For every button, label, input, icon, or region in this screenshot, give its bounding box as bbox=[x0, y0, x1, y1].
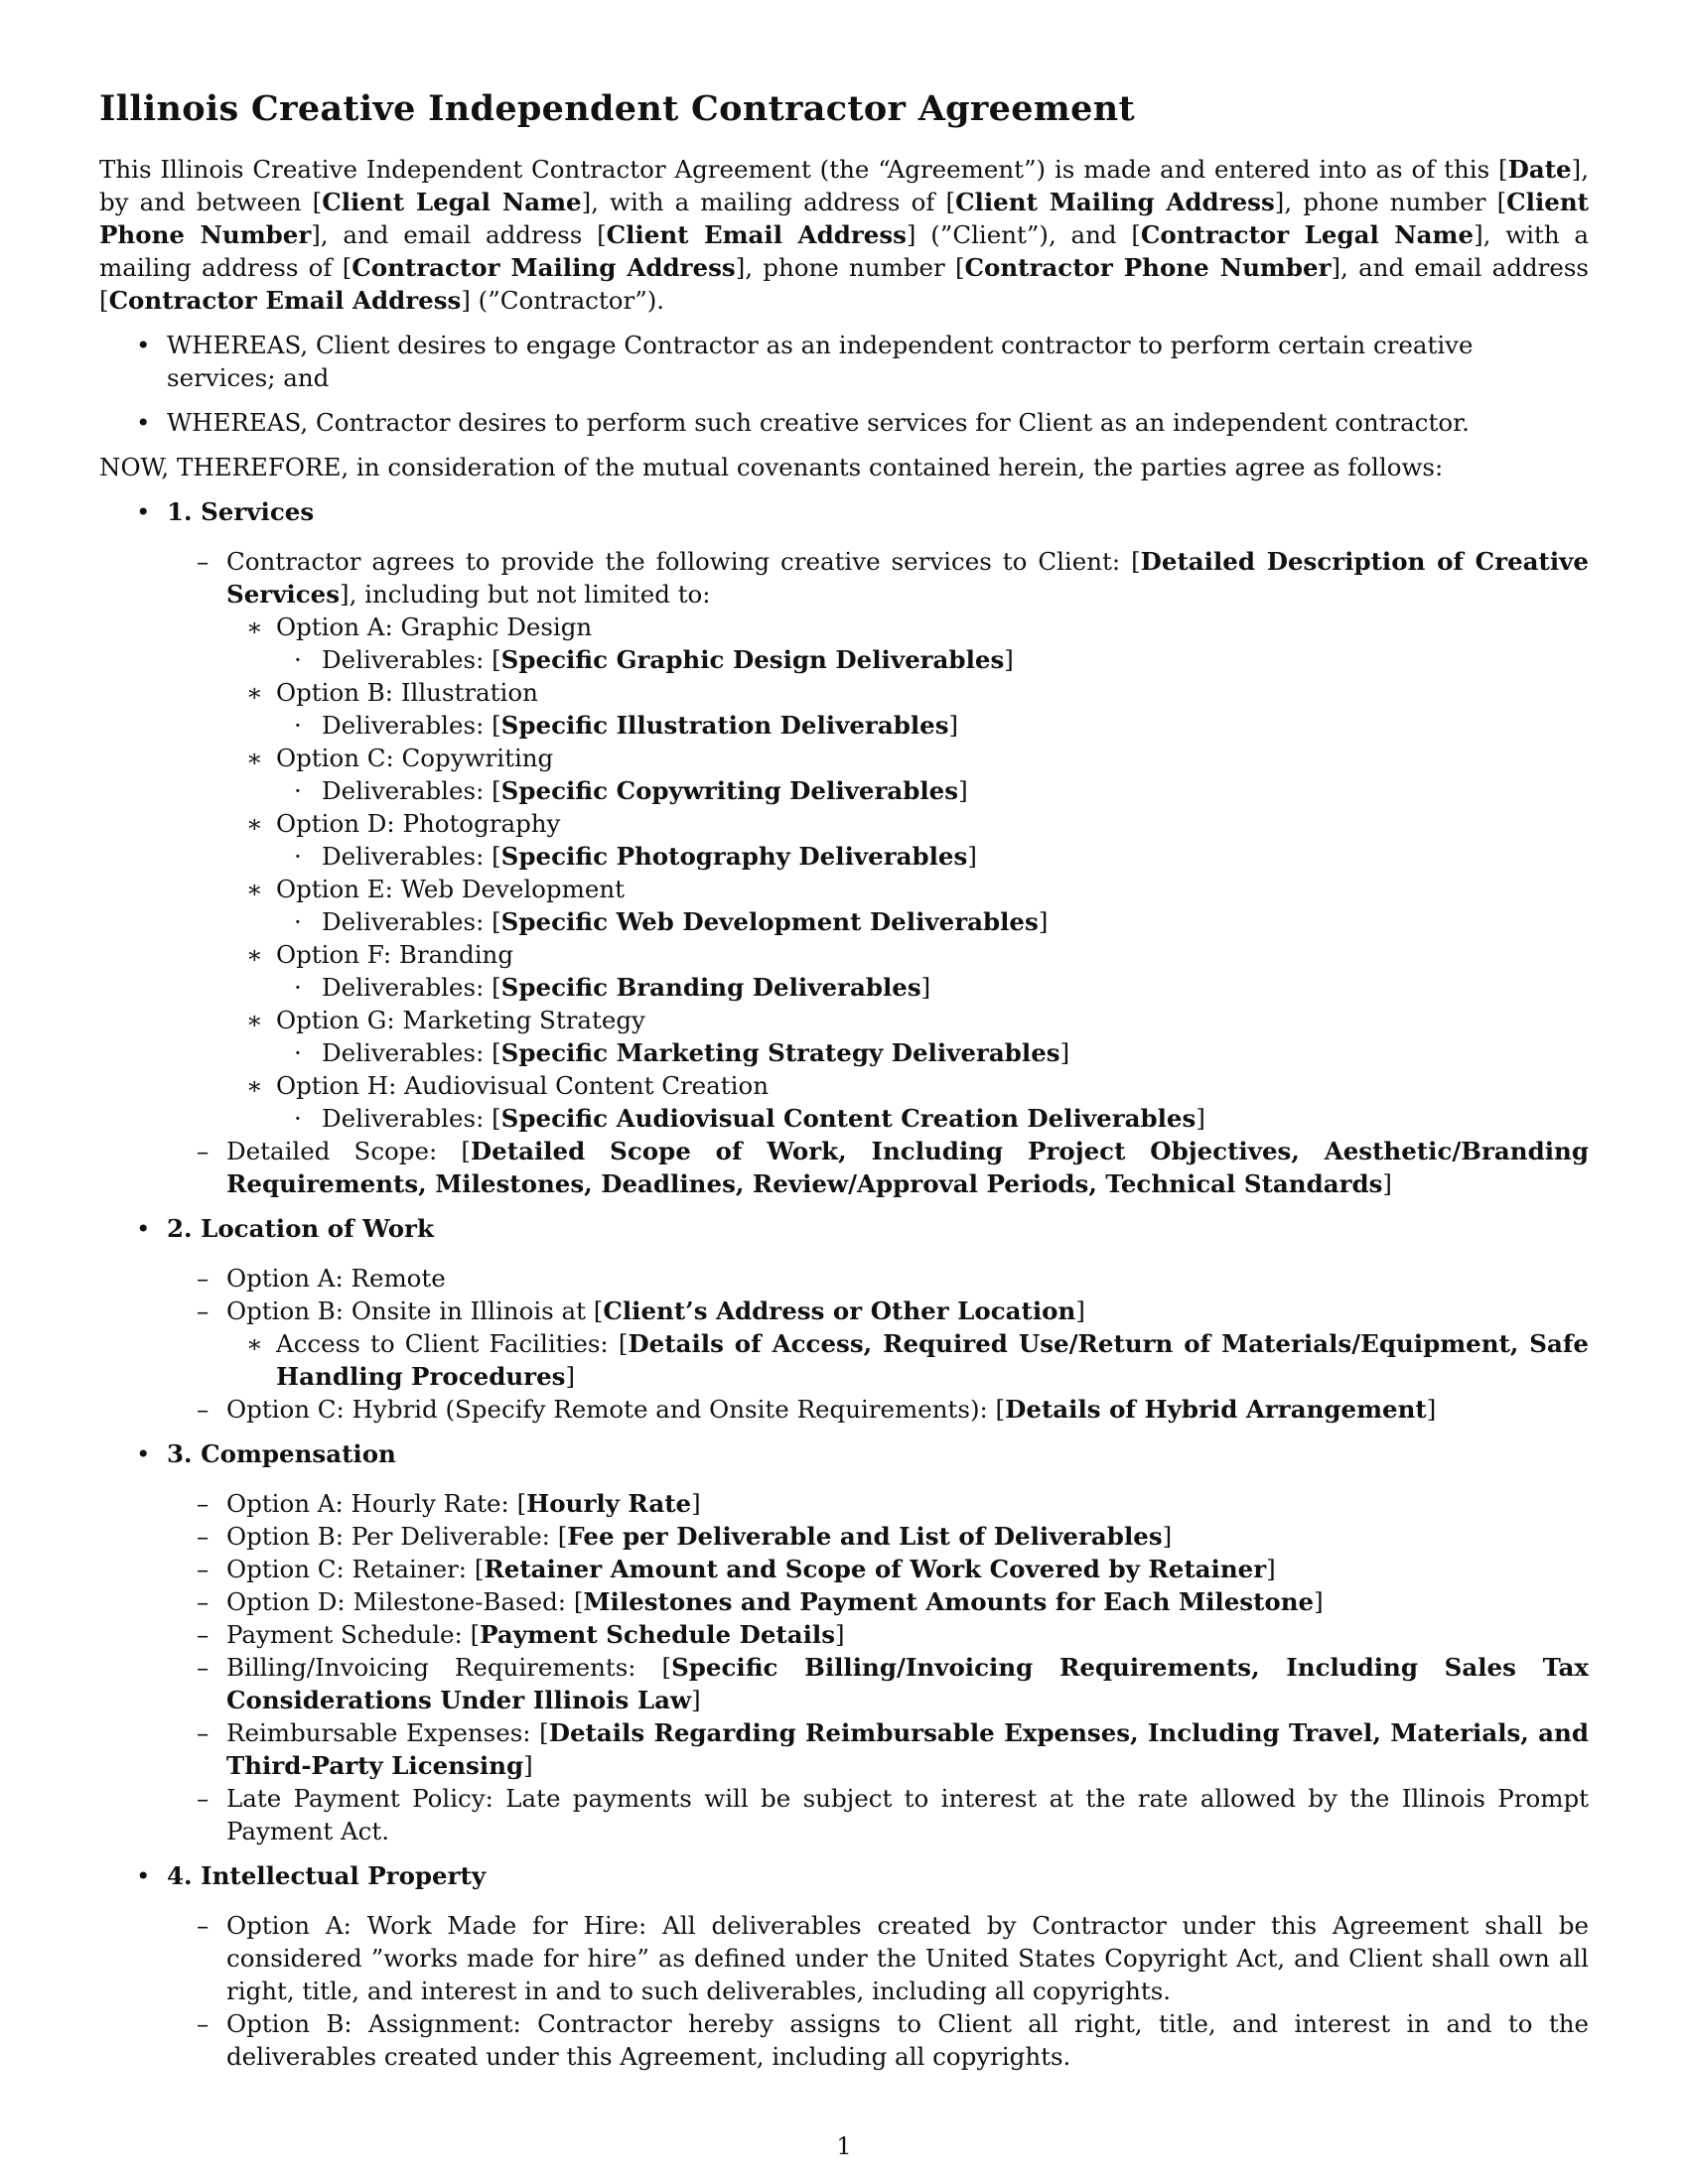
location-option-remote: – Option A: Remote bbox=[167, 1262, 1589, 1295]
service-option: ∗ Option E: Web Development · Deliverables: [Specific Web Development Deliverables] bbox=[226, 873, 1589, 938]
section-title: • 4. Intellectual Property bbox=[167, 1861, 487, 1890]
compensation-list bbox=[167, 1487, 1589, 1847]
compensation-item: – Billing/Invoicing Requirements: [Specific Billing/Invoicing Requirements, Including Sales Tax Considerations Under Illinois Law] bbox=[167, 1651, 1589, 1716]
now-therefore-clause: NOW, THEREFORE, in consideration of the mutual covenants contained herein, the parties agree as follows: bbox=[99, 453, 1444, 481]
compensation-item: – Option A: Hourly Rate: [Hourly Rate] bbox=[167, 1487, 1589, 1520]
section-title: • 1. Services bbox=[167, 497, 315, 526]
late-payment-policy: – Late Payment Policy: Late payments will be subject to interest at the rate allowed by the Illinois Prompt Payment Act. bbox=[167, 1782, 1589, 1847]
intro-paragraph: This Illinois Creative Independent Contractor Agreement (the “Agreement”) is made and entered into as of this [Date], by and between [Client Legal Name], with a mailing address of [Client Mailing Address], phone number [Client Phone Number], and email address [Client Email Address] (”Client”), and [Contractor Legal Name], with a mailing address of [Contractor Mailing Address], phone number [Contractor Phone Number], and email address [Contractor Email Address] (”Contractor”). bbox=[99, 155, 1589, 315]
section-intellectual-property bbox=[99, 1859, 1589, 2073]
service-deliverables: · Deliverables: [Specific Graphic Design Deliverables] bbox=[276, 643, 1589, 676]
page-title: Illinois Creative Independent Contractor Agreement bbox=[99, 88, 1135, 129]
ip-option-assignment: – Option B: Assignment: Contractor hereby assigns to Client all right, title, and interest in and to the deliverables created under this Agreement, including all copyrights. bbox=[167, 2007, 1589, 2073]
section-title: • 3. Compensation bbox=[167, 1439, 396, 1468]
service-deliverables: · Deliverables: [Specific Photography Deliverables] bbox=[276, 840, 1589, 873]
service-option: ∗ Option A: Graphic Design · Deliverables: [Specific Graphic Design Deliverables] bbox=[226, 611, 1589, 676]
section-title: • 2. Location of Work bbox=[167, 1214, 434, 1243]
service-deliverables: · Deliverables: [Specific Web Development Deliverables] bbox=[276, 905, 1589, 938]
whereas-clause: • WHEREAS, Client desires to engage Contractor as an independent contractor to perform certain creative services; and bbox=[99, 329, 1589, 394]
service-option: ∗ Option D: Photography · Deliverables: [Specific Photography Deliverables] bbox=[226, 807, 1589, 873]
service-deliverables: · Deliverables: [Specific Illustration Deliverables] bbox=[276, 709, 1589, 742]
service-deliverables: · Deliverables: [Specific Copywriting Deliverables] bbox=[276, 774, 1589, 807]
page-number: 1 bbox=[836, 2132, 852, 2160]
section-location bbox=[99, 1212, 1589, 1426]
services-description: – Contractor agrees to provide the following creative services to Client: [Detailed Description of Creative Services], including but not limited to: ∗ Option A: Graphic Design · Deliverables: [Specific Graphic Design Deliverables] ∗ Option B: Illustration · Deliverables: [Specific Illustration Deliverables] ∗ Option C: Copywriting · Deliverables: [Specific Copywriting Deliverables] ∗ Option D: Photography · Deliverables: [Specific Photography Deliverables] ∗ Option E: Web Development · Deliverables: [Specific Web Development Deliverables] ∗ Option F: Branding · Deliverables: [Specific Branding Deliverables] ∗ Option G: Marketing Strategy · Deliverables: [Specific Marketing Strategy Deliverables] ∗ Option H: Audiovisual Content Creation · Deliverables: [Specific Audiovisual Content Creation Deliverables] bbox=[167, 545, 1589, 1135]
service-option: ∗ Option G: Marketing Strategy · Deliverables: [Specific Marketing Strategy Deliverables] bbox=[226, 1004, 1589, 1069]
service-option: ∗ Option F: Branding · Deliverables: [Specific Branding Deliverables] bbox=[226, 938, 1589, 1004]
ip-option-work-for-hire: – Option A: Work Made for Hire: All deliverables created by Contractor under this Agreement shall be considered ”works made for hire” as defined under the United States Copyright Act, and Client shall own all right, title, and interest in and to such deliverables, including all copyrights. bbox=[167, 1909, 1589, 2007]
sections-list bbox=[99, 495, 1589, 2073]
location-option-hybrid: – Option C: Hybrid (Specify Remote and Onsite Requirements): [Details of Hybrid Arrangement] bbox=[167, 1393, 1589, 1426]
compensation-item: – Payment Schedule: [Payment Schedule Details] bbox=[167, 1618, 1589, 1651]
detailed-scope: – Detailed Scope: [Detailed Scope of Work, Including Project Objectives, Aesthetic/Branding Requirements, Milestones, Deadlines, Review/Approval Periods, Technical Standards] bbox=[167, 1135, 1589, 1200]
service-options-list bbox=[226, 611, 1589, 1135]
service-deliverables: · Deliverables: [Specific Audiovisual Content Creation Deliverables] bbox=[276, 1102, 1589, 1135]
location-option-onsite: – Option B: Onsite in Illinois at [Client’s Address or Other Location] ∗ Access to Client Facilities: [Details of Access, Required Use/Return of Materials/Equipment, Safe Handling Procedures] bbox=[167, 1295, 1589, 1393]
document-page bbox=[99, 87, 1589, 2085]
service-deliverables: · Deliverables: [Specific Branding Deliverables] bbox=[276, 971, 1589, 1004]
section-compensation bbox=[99, 1437, 1589, 1847]
compensation-item: – Option C: Retainer: [Retainer Amount and Scope of Work Covered by Retainer] bbox=[167, 1553, 1589, 1585]
service-option: ∗ Option C: Copywriting · Deliverables: [Specific Copywriting Deliverables] bbox=[226, 742, 1589, 807]
compensation-item: – Reimbursable Expenses: [Details Regarding Reimbursable Expenses, Including Travel, Materials, and Third-Party Licensing] bbox=[167, 1716, 1589, 1782]
service-option: ∗ Option H: Audiovisual Content Creation · Deliverables: [Specific Audiovisual Content Creation Deliverables] bbox=[226, 1069, 1589, 1135]
facilities-access: ∗ Access to Client Facilities: [Details of Access, Required Use/Return of Materials/Equipment, Safe Handling Procedures] bbox=[226, 1327, 1589, 1393]
compensation-item: – Option B: Per Deliverable: [Fee per Deliverable and List of Deliverables] bbox=[167, 1520, 1589, 1553]
whereas-list bbox=[99, 329, 1589, 439]
service-deliverables: · Deliverables: [Specific Marketing Strategy Deliverables] bbox=[276, 1036, 1589, 1069]
whereas-clause: • WHEREAS, Contractor desires to perform such creative services for Client as an independent contractor. bbox=[99, 406, 1589, 439]
section-services bbox=[99, 495, 1589, 1200]
service-option: ∗ Option B: Illustration · Deliverables: [Specific Illustration Deliverables] bbox=[226, 676, 1589, 742]
compensation-item: – Option D: Milestone-Based: [Milestones and Payment Amounts for Each Milestone] bbox=[167, 1585, 1589, 1618]
